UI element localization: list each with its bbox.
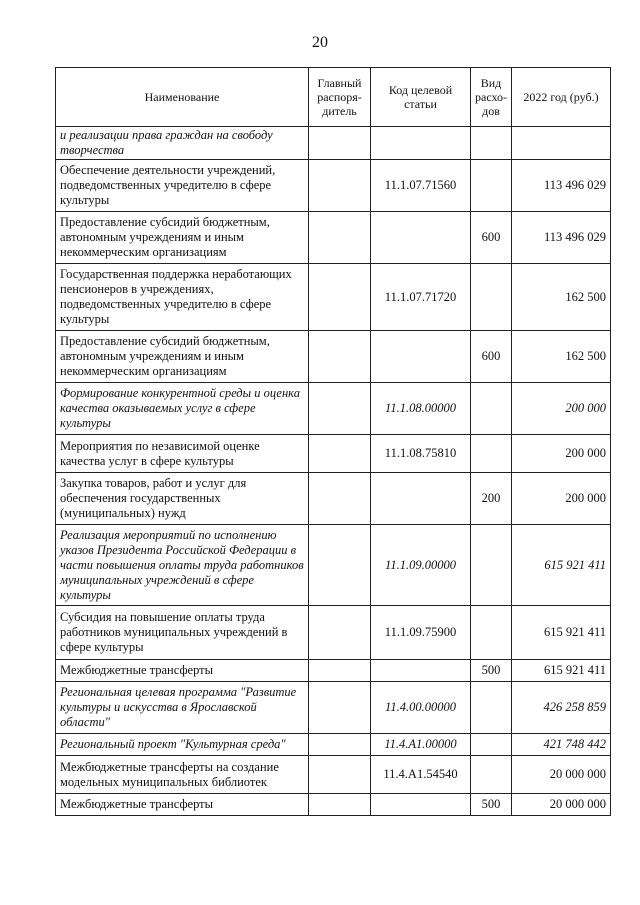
cell-code: 11.1.08.75810 (371, 435, 471, 473)
cell-amount: 615 921 411 (512, 606, 611, 660)
cell-name: Мероприятия по независимой оценке качества услуг в сфере культуры (56, 435, 309, 473)
header-manager: Главный распоря-дитель (309, 68, 371, 127)
cell-name: Закупка товаров, работ и услуг для обеспечения государственных (муниципальных) нужд (56, 473, 309, 525)
header-name: Наименование (56, 68, 309, 127)
table-row (56, 734, 611, 756)
cell-amount: 200 000 (512, 435, 611, 473)
cell-type (471, 383, 512, 435)
cell-type: 500 (471, 794, 512, 816)
cell-manager (309, 264, 371, 331)
cell-amount: 200 000 (512, 473, 611, 525)
cell-manager (309, 606, 371, 660)
cell-name: Предоставление субсидий бюджетным, автономным учреждениям и иным некоммерческим организациям (56, 331, 309, 383)
cell-name: Региональная целевая программа "Развитие культуры и искусства в Ярославской области" (56, 682, 309, 734)
cell-type (471, 756, 512, 794)
cell-amount: 20 000 000 (512, 794, 611, 816)
cell-type (471, 127, 512, 160)
table-row (56, 160, 611, 212)
cell-code: 11.1.07.71560 (371, 160, 471, 212)
cell-name: Субсидия на повышение оплаты труда работников муниципальных учреждений в сфере культуры (56, 606, 309, 660)
cell-name: Государственная поддержка неработающих пенсионеров в учреждениях, подведомственных учредителю в сфере культуры (56, 264, 309, 331)
page-number: 20 (312, 34, 328, 51)
cell-manager (309, 525, 371, 606)
cell-amount (512, 127, 611, 160)
cell-name: Обеспечение деятельности учреждений, подведомственных учредителю в сфере культуры (56, 160, 309, 212)
cell-code (371, 660, 471, 682)
cell-manager (309, 473, 371, 525)
cell-code: 11.4.A1.54540 (371, 756, 471, 794)
cell-code (371, 473, 471, 525)
cell-amount: 615 921 411 (512, 660, 611, 682)
cell-manager (309, 160, 371, 212)
cell-type (471, 606, 512, 660)
header-amount: 2022 год (руб.) (512, 68, 611, 127)
cell-name: Межбюджетные трансферты на создание модельных муниципальных библиотек (56, 756, 309, 794)
cell-amount: 162 500 (512, 331, 611, 383)
cell-code: 11.1.09.75900 (371, 606, 471, 660)
table-row (56, 473, 611, 525)
cell-code: 11.4.00.00000 (371, 682, 471, 734)
cell-manager (309, 127, 371, 160)
header-code: Код целевой статьи (371, 68, 471, 127)
cell-name: Региональный проект "Культурная среда" (56, 734, 309, 756)
cell-name: Предоставление субсидий бюджетным, автономным учреждениям и иным некоммерческим организациям (56, 212, 309, 264)
cell-code: 11.1.07.71720 (371, 264, 471, 331)
cell-code: 11.1.09.00000 (371, 525, 471, 606)
cell-type: 200 (471, 473, 512, 525)
cell-code (371, 212, 471, 264)
cell-manager (309, 794, 371, 816)
cell-amount: 113 496 029 (512, 212, 611, 264)
cell-amount: 20 000 000 (512, 756, 611, 794)
cell-manager (309, 682, 371, 734)
cell-type (471, 525, 512, 606)
cell-type (471, 435, 512, 473)
cell-manager (309, 734, 371, 756)
cell-type (471, 264, 512, 331)
cell-code (371, 794, 471, 816)
budget-table (55, 67, 611, 816)
cell-amount: 421 748 442 (512, 734, 611, 756)
table-row (56, 606, 611, 660)
cell-code (371, 127, 471, 160)
cell-amount: 113 496 029 (512, 160, 611, 212)
table-row (56, 331, 611, 383)
cell-manager (309, 660, 371, 682)
table-row (56, 682, 611, 734)
table-row (56, 127, 611, 160)
cell-type (471, 734, 512, 756)
cell-manager (309, 756, 371, 794)
cell-manager (309, 383, 371, 435)
table-row (56, 660, 611, 682)
cell-type (471, 160, 512, 212)
cell-name: Межбюджетные трансферты (56, 794, 309, 816)
header-type: Вид расхо-дов (471, 68, 512, 127)
cell-type: 600 (471, 212, 512, 264)
table-row (56, 383, 611, 435)
table-header-row (56, 68, 611, 127)
cell-type (471, 682, 512, 734)
cell-amount: 426 258 859 (512, 682, 611, 734)
table-row (56, 264, 611, 331)
cell-code (371, 331, 471, 383)
table-body (56, 127, 611, 816)
table-row (56, 794, 611, 816)
cell-code: 11.1.08.00000 (371, 383, 471, 435)
cell-manager (309, 435, 371, 473)
cell-amount: 200 000 (512, 383, 611, 435)
cell-name: и реализации права граждан на свободу творчества (56, 127, 309, 160)
cell-amount: 162 500 (512, 264, 611, 331)
table-row (56, 435, 611, 473)
cell-name: Формирование конкурентной среды и оценка качества оказываемых услуг в сфере культуры (56, 383, 309, 435)
table-row (56, 212, 611, 264)
table-row (56, 756, 611, 794)
cell-amount: 615 921 411 (512, 525, 611, 606)
cell-manager (309, 212, 371, 264)
cell-manager (309, 331, 371, 383)
cell-code: 11.4.A1.00000 (371, 734, 471, 756)
cell-name: Реализация мероприятий по исполнению указов Президента Российской Федерации в части повышения оплаты труда работников муниципальных учреждений в сфере культуры (56, 525, 309, 606)
table-row (56, 525, 611, 606)
cell-type: 600 (471, 331, 512, 383)
cell-name: Межбюджетные трансферты (56, 660, 309, 682)
cell-type: 500 (471, 660, 512, 682)
